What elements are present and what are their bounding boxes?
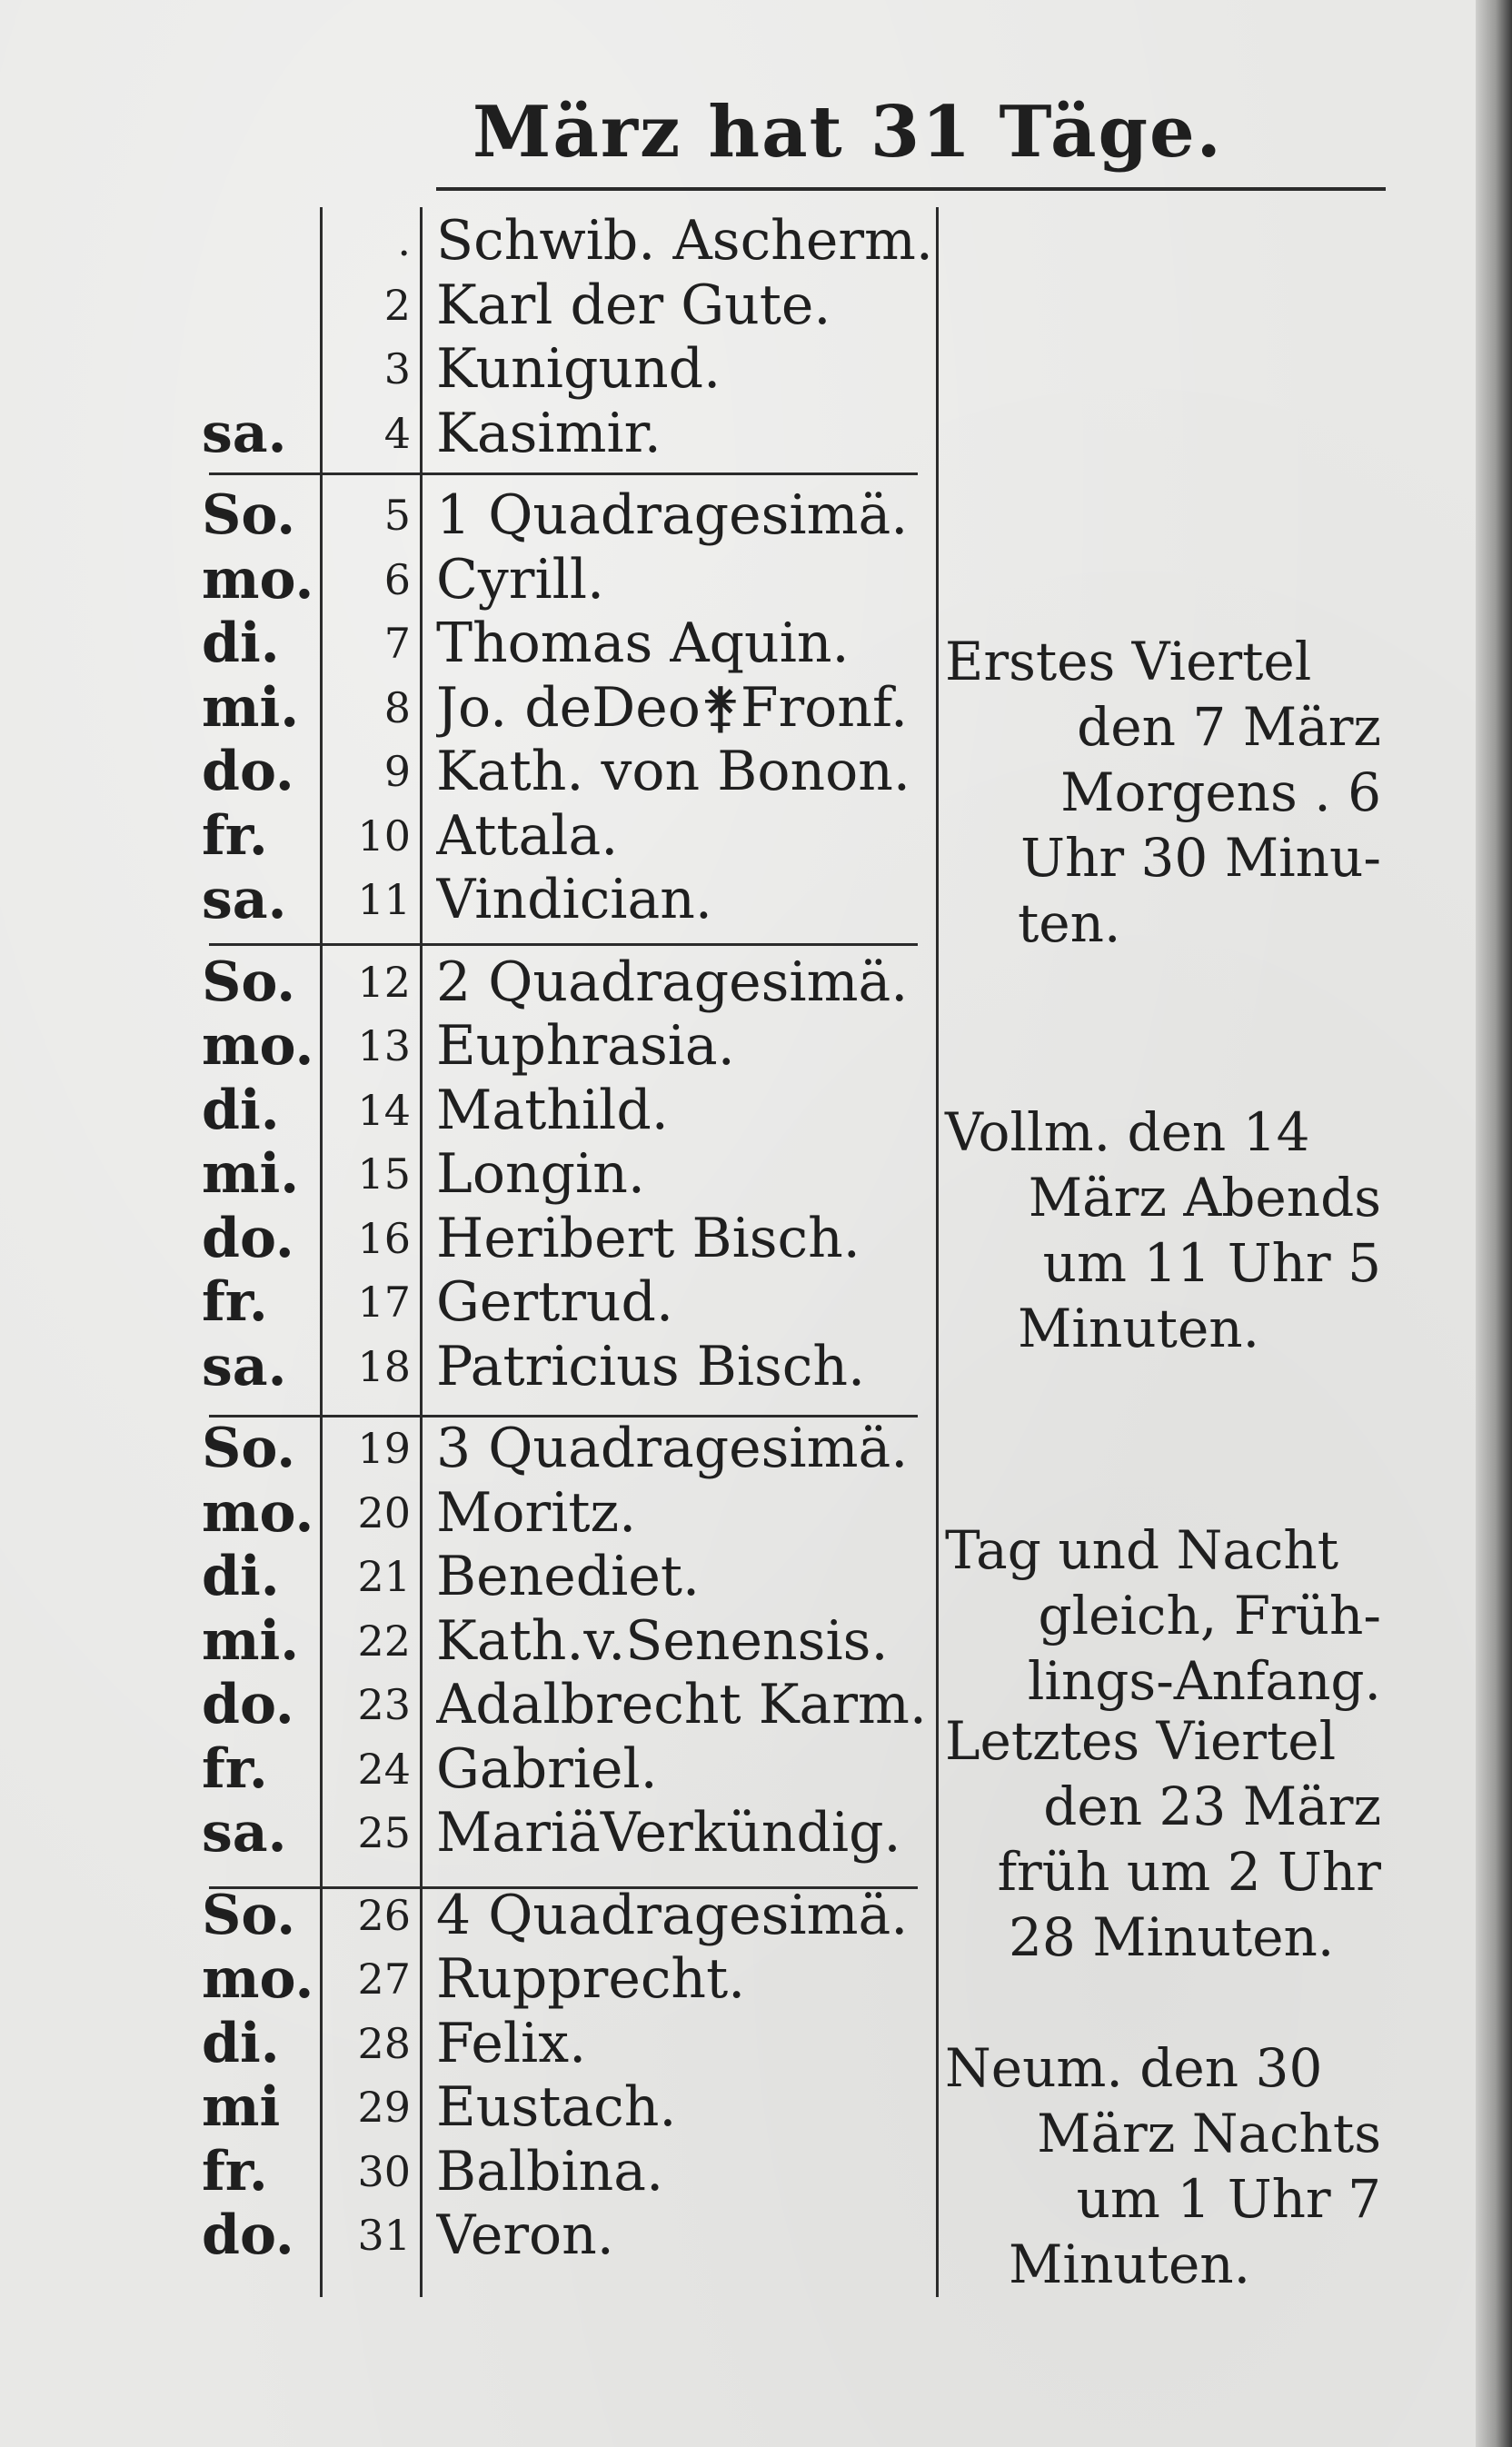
note-line: Uhr 30 Minu-	[1020, 827, 1381, 889]
saint-name-cell: 4 Quadragesimä.	[436, 1884, 909, 1947]
weekday-cell: mi.	[202, 676, 300, 740]
week-separator	[209, 943, 918, 946]
day-number-cell: 7	[383, 619, 411, 668]
day-number-cell: 29	[357, 2083, 411, 2132]
day-number-cell: 23	[357, 1680, 411, 1729]
day-number-cell: 9	[383, 747, 411, 796]
saint-name-cell: Felix.	[436, 2012, 587, 2075]
weekday-cell: mo.	[202, 548, 314, 612]
day-number-cell: 4	[383, 409, 411, 458]
saint-name-cell: Gertrud.	[436, 1270, 674, 1334]
day-column-rule	[420, 207, 423, 2297]
weekday-cell: do.	[202, 1207, 294, 1270]
saint-name-cell: Rupprecht.	[436, 1947, 746, 2011]
saint-name-cell: Balbina.	[436, 2140, 664, 2203]
day-number-cell: 22	[357, 1616, 411, 1666]
note-line: um 11 Uhr 5	[1042, 1232, 1381, 1294]
day-number-cell: 17	[357, 1278, 411, 1327]
day-number-cell: 13	[357, 1021, 411, 1070]
saint-name-cell: MariäVerkündig.	[436, 1801, 901, 1865]
saint-name-cell: Cyrill.	[436, 548, 605, 612]
day-number-cell: 21	[357, 1552, 411, 1601]
day-number-cell: 10	[357, 811, 411, 860]
note-line: Neum. den 30	[945, 2037, 1323, 2099]
day-number-cell: 6	[383, 555, 411, 604]
note-line: ten.	[1018, 892, 1121, 954]
day-number-cell: 15	[357, 1149, 411, 1199]
saint-name-cell: Thomas Aquin.	[436, 612, 850, 675]
saint-name-cell: Kath. von Bonon.	[436, 740, 910, 803]
weekday-cell: So.	[202, 1417, 296, 1480]
weekday-cell: do.	[202, 2203, 294, 2267]
weekday-cell: So.	[202, 483, 296, 547]
note-line: um 1 Uhr 7	[1076, 2168, 1381, 2230]
weekday-column-rule	[320, 207, 323, 2297]
note-first-quarter	[945, 629, 1381, 956]
day-number-cell: 2	[383, 281, 411, 330]
weekday-cell: fr.	[202, 1270, 268, 1334]
note-line: früh um 2 Uhr	[997, 1841, 1381, 1903]
day-number-cell: 8	[383, 683, 411, 732]
day-number-cell: 28	[357, 2019, 411, 2068]
weekday-cell: mi	[202, 2075, 281, 2139]
page-edge-shadow	[1476, 0, 1512, 2447]
saint-name-cell: 2 Quadragesimä.	[436, 950, 909, 1014]
weekday-cell	[202, 274, 311, 337]
weekday-cell: mo.	[202, 1947, 314, 2011]
weekday-cell: do.	[202, 1673, 294, 1736]
weekday-cell: di.	[202, 612, 280, 675]
saint-name-cell: Veron.	[436, 2203, 614, 2267]
saint-name-cell: Patricius Bisch.	[436, 1335, 866, 1398]
note-line: Minuten.	[1009, 2233, 1251, 2295]
day-number-cell: 30	[357, 2147, 411, 2196]
saint-name-cell: Schwib. Ascherm.	[436, 209, 933, 273]
weekday-cell	[202, 337, 311, 401]
day-number-cell: 25	[357, 1808, 411, 1857]
day-number-cell: 24	[357, 1745, 411, 1794]
note-new-moon	[945, 2035, 1381, 2297]
day-number-cell: 20	[357, 1488, 411, 1537]
saint-name-cell: Heribert Bisch.	[436, 1207, 860, 1270]
weekday-cell: mi.	[202, 1609, 300, 1673]
note-equinox	[945, 1517, 1381, 1714]
day-number-cell: 16	[357, 1214, 411, 1263]
day-number-cell: 12	[357, 958, 411, 1007]
day-number-cell: 27	[357, 1955, 411, 2004]
weekday-cell: sa.	[202, 868, 287, 931]
note-line: gleich, Früh-	[1038, 1585, 1381, 1646]
day-number-cell: .	[397, 216, 411, 265]
note-last-quarter	[945, 1708, 1381, 1970]
saint-name-cell: Attala.	[436, 804, 619, 868]
weekday-cell: fr.	[202, 1737, 268, 1801]
weekday-cell: do.	[202, 740, 294, 803]
note-line: lings-Anfang.	[1027, 1650, 1381, 1712]
day-number-cell: 14	[357, 1086, 411, 1135]
weekday-cell: So.	[202, 1884, 296, 1947]
note-line: Letztes Viertel	[945, 1710, 1337, 1772]
saint-name-cell: Kath.v.Senensis.	[436, 1609, 889, 1673]
saint-name-cell: Moritz.	[436, 1481, 637, 1545]
saint-name-cell: Benediet.	[436, 1545, 701, 1608]
note-line: März Abends	[1028, 1167, 1381, 1228]
note-line: Tag und Nacht	[945, 1519, 1339, 1581]
weekday-cell: mo.	[202, 1481, 314, 1545]
weekday-cell	[202, 209, 311, 273]
day-number-cell: 19	[357, 1424, 411, 1473]
note-line: Morgens . 6	[1060, 761, 1381, 823]
note-line: den 23 März	[1043, 1776, 1381, 1837]
note-full-moon	[945, 1099, 1381, 1361]
weekday-cell: di.	[202, 2012, 280, 2075]
weekday-cell: sa.	[202, 1801, 287, 1865]
note-line: Minuten.	[1018, 1298, 1260, 1359]
saint-name-cell: Kunigund.	[436, 337, 721, 401]
saint-name-cell: Eustach.	[436, 2075, 677, 2139]
day-number-cell: 11	[357, 875, 411, 924]
saint-name-cell: Karl der Gute.	[436, 274, 831, 337]
week-separator	[209, 472, 918, 475]
weekday-cell: So.	[202, 950, 296, 1014]
saint-name-cell: Mathild.	[436, 1079, 669, 1142]
note-line: Vollm. den 14	[945, 1101, 1310, 1163]
weekday-cell: di.	[202, 1545, 280, 1608]
note-line: März Nachts	[1037, 2103, 1381, 2164]
saint-name-cell: Vindician.	[436, 868, 712, 931]
saint-name-cell: Adalbrecht Karm.	[436, 1673, 927, 1736]
weekday-cell: mo.	[202, 1014, 314, 1078]
day-number-cell: 3	[383, 344, 411, 393]
weekday-cell: fr.	[202, 804, 268, 868]
saint-name-cell: 1 Quadragesimä.	[436, 483, 909, 547]
saint-name-cell: 3 Quadragesimä.	[436, 1417, 909, 1480]
weekday-cell: di.	[202, 1079, 280, 1142]
day-number-cell: 31	[357, 2211, 411, 2260]
page-title: März hat 31 Täge.	[472, 91, 1223, 174]
saint-name-cell: Euphrasia.	[436, 1014, 735, 1078]
day-number-cell: 18	[357, 1342, 411, 1391]
weekday-cell: mi.	[202, 1142, 300, 1206]
weekday-cell: sa.	[202, 402, 287, 465]
saint-name-cell: Jo. deDeo⚵Fronf.	[436, 676, 909, 740]
saint-name-cell: Kasimir.	[436, 402, 662, 465]
day-number-cell: 26	[357, 1891, 411, 1940]
day-number-cell: 5	[383, 491, 411, 540]
title-rule	[436, 187, 1386, 191]
note-line: 28 Minuten.	[1009, 1906, 1335, 1968]
note-line: den 7 März	[1077, 696, 1381, 758]
saint-name-cell: Gabriel.	[436, 1737, 658, 1801]
weekday-cell: fr.	[202, 2140, 268, 2203]
saint-name-cell: Longin.	[436, 1142, 645, 1206]
weekday-cell: sa.	[202, 1335, 287, 1398]
note-line: Erstes Viertel	[945, 631, 1312, 692]
